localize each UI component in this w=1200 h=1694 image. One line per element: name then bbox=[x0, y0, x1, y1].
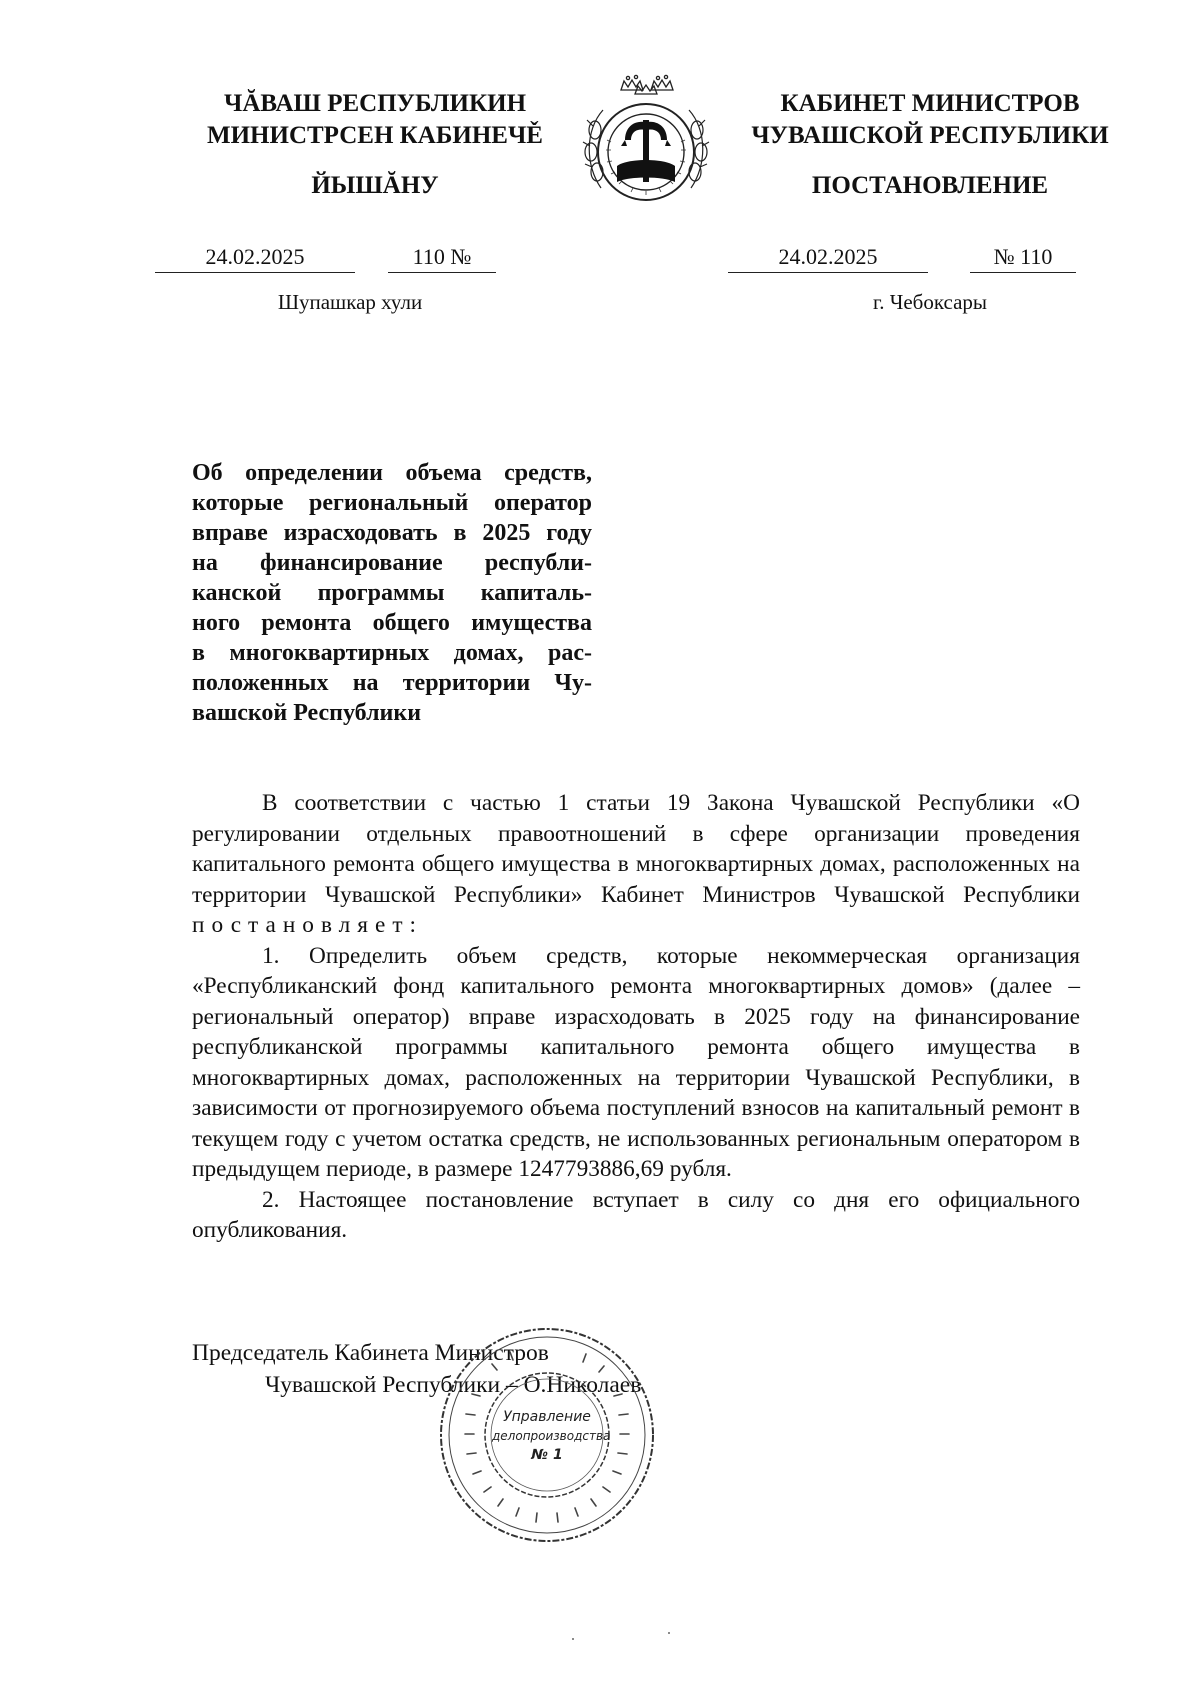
title-line: в многоквартирных домах, рас- bbox=[192, 640, 592, 666]
title-line: ного ремонта общего имущества bbox=[192, 610, 592, 636]
header-left-line2: МИНИСТРСЕН КАБИНЕЧĚ bbox=[207, 122, 543, 149]
title-line: на финансирование республи- bbox=[192, 550, 592, 576]
right-date-field bbox=[728, 244, 928, 273]
title-line: положенных на территории Чу- bbox=[192, 670, 592, 696]
title-line: которые региональный оператор bbox=[192, 490, 592, 516]
signature-line2: Чувашской Республики – О.Николаев bbox=[265, 1372, 642, 1398]
header-right-line2: ЧУВАШСКОЙ РЕСПУБЛИКИ bbox=[751, 122, 1109, 149]
signature-line1: Председатель Кабинета Министров bbox=[192, 1340, 549, 1366]
decree-word: постановляет: bbox=[192, 912, 423, 938]
left-date: 24.02.2025 bbox=[205, 244, 305, 269]
header-right-doctype: ПОСТАНОВЛЕНИЕ bbox=[811, 172, 1049, 199]
left-city: Шупашкар хули bbox=[277, 290, 423, 314]
header-right-authority bbox=[730, 88, 1130, 152]
left-number-field bbox=[388, 244, 496, 273]
right-number: № 110 bbox=[993, 244, 1053, 269]
right-date: 24.02.2025 bbox=[778, 244, 878, 269]
header-left-line1: ЧĂВАШ РЕСПУБЛИКИН bbox=[223, 90, 527, 117]
header-left-authority bbox=[150, 88, 600, 152]
title-line: канской программы капиталь- bbox=[192, 580, 592, 606]
seal-inner-line2: делопроизводства bbox=[492, 1429, 611, 1443]
seal-inner-line3: № 1 bbox=[531, 1447, 563, 1463]
item-1-paragraph: 1. Определить объем средств, которые некоммерческая организация «Республиканский фонд капитального ремонта многоквартирных домов» (далее – региональный оператор) вправе израсходовать в 2025 году на финансирование республиканской программы капитального ремонта общего имущества в многоквартирных домах, расположенных на территории Чувашской Республики, в зависимости от прогнозируемого объема поступлений взносов на капитальный ремонт в текущем году с учетом остатка средств, не использованных региональным оператором в предыдущем периоде, в размере 1247793886,69 рубля. bbox=[192, 942, 1080, 1182]
title-line: Об определении объема средств, bbox=[192, 460, 592, 486]
official-round-seal-icon bbox=[436, 1324, 658, 1546]
preamble-paragraph bbox=[192, 788, 1080, 941]
scan-speck bbox=[668, 1632, 670, 1634]
seal-inner-line1: Управление bbox=[503, 1409, 591, 1425]
left-number: 110 № bbox=[412, 244, 472, 269]
title-line: вашской Республики bbox=[192, 700, 422, 726]
right-number-field bbox=[970, 244, 1076, 273]
right-city: г. Чебоксары bbox=[872, 290, 988, 314]
title-line: вправе израсходовать в 2025 году bbox=[192, 520, 592, 546]
preamble-text: В соответствии с частью 1 статьи 19 Закона Чувашской Республики «О регулировании отдельных правоотношений в сфере организации проведения капитального ремонта общего имущества в многоквартирных домах, расположенных на территории Чувашской Республики» Кабинет Министров Чувашской Республики bbox=[192, 790, 1080, 908]
document-title bbox=[192, 458, 592, 728]
header-left-doctype: ЙЫШĂНУ bbox=[311, 172, 439, 199]
scan-speck bbox=[572, 1638, 574, 1640]
header-right-line1: КАБИНЕТ МИНИСТРОВ bbox=[780, 90, 1080, 117]
document-body bbox=[192, 788, 1080, 1246]
left-date-field bbox=[155, 244, 355, 273]
item-2-paragraph: 2. Настоящее постановление вступает в силу со дня его официального опубликования. bbox=[192, 1186, 1080, 1243]
chuvash-coat-of-arms-icon bbox=[577, 70, 715, 210]
